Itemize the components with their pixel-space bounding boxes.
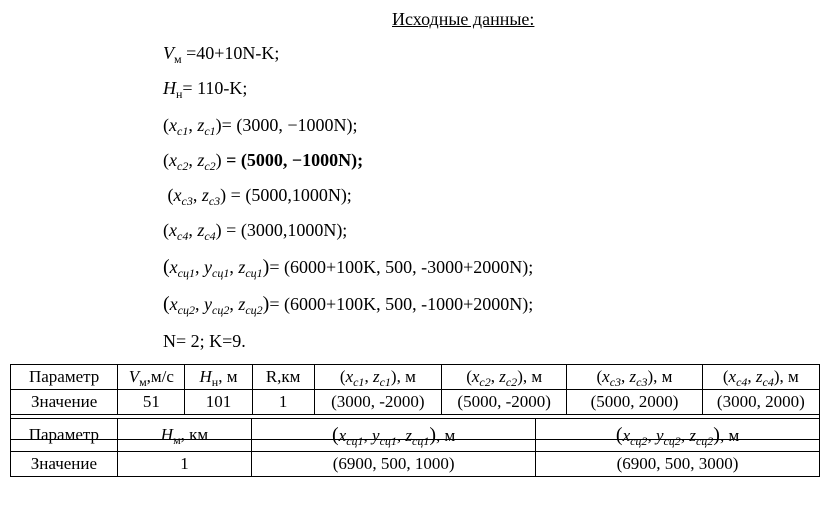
header-vm-unit: ,м/с [146, 367, 174, 386]
formula-vm: $V_м =40+10N-K$; [163, 43, 280, 66]
header-c4: ($x_{c4}$, $z_{c4}$), м [702, 365, 819, 390]
formula-c2-value: = (5000, −1000N); [226, 150, 364, 170]
formula-nk: N= 2; K=9. [163, 331, 246, 351]
header-c2: ($x_{c2}$, $z_{c2}$), м [442, 365, 567, 390]
formula-sc2: ($x_{сц2}$, $y_{сц2}$, $z_{сц2})= (6000+100K$, 500, -1000+2000N); [163, 293, 534, 317]
cell-c3: (5000, 2000) [567, 390, 702, 415]
formula-c4: ($x_{c4}$, $z_{c4}) = (3000,1000N)$; [163, 220, 348, 243]
formula-hn: $H_н= 110-K$; [163, 78, 248, 101]
page-title: Исходные данные: [392, 9, 535, 29]
header-sc1: ($x_{сц1}$, $y_{сц1}$, $z_{сц1}$), м [252, 419, 536, 452]
cell-hn: 101 [185, 390, 252, 415]
formula-sc1-value: = (6000+100K, 500, -3000+2000N); [269, 257, 534, 277]
formula-sc1: ($x_{сц1}$, $y_{сц1}$, $z_{сц1})= (6000+100K$, 500, -3000+2000N); [163, 256, 534, 280]
cell-vm: 51 [118, 390, 185, 415]
formula-c4-value: = (3000,1000N); [221, 220, 348, 240]
cell-sc2: (6900, 500, 3000) [536, 452, 820, 477]
cell-sc1: (6900, 500, 1000) [252, 452, 536, 477]
header-c4-unit: , м [779, 367, 799, 386]
formula-c2: ($x_{c2}$, $z_{c2}) = (5000$, −1000N); [163, 150, 364, 173]
formula-sc2-value: = (6000+100K, 500, -1000+2000N); [269, 294, 534, 314]
cell-c4: (3000, 2000) [702, 390, 819, 415]
header-param: Параметр [11, 419, 118, 452]
header-sc2-unit: , м [719, 425, 740, 445]
cell-c1: (3000, -2000) [314, 390, 441, 415]
cell-r: 1 [252, 390, 314, 415]
header-c3-unit: , м [653, 367, 673, 386]
header-sc2: ($x_{сц2}$, $y_{сц2}$, $z_{сц2}$), м [536, 419, 820, 452]
header-vm: $V_м,м/с$ [118, 365, 185, 390]
header-param: Параметр [11, 365, 118, 390]
formula-c1: ($x_{c1}$, $z_{c1})= (3000$, −1000N); [163, 115, 358, 138]
row-label: Значение [11, 452, 118, 477]
header-hm: $H_м$, км [117, 419, 251, 452]
header-r: R,км [252, 365, 314, 390]
formula-c3-value: = (5000,1000N); [226, 185, 352, 205]
cell-c2: (5000, -2000) [442, 390, 567, 415]
header-c1: ($x_{c1}$, $z_{c1}$), м [314, 365, 441, 390]
table-row [11, 390, 820, 415]
header-hn: $H_н$, м [185, 365, 252, 390]
header-sc1-unit: , м [436, 425, 456, 445]
header-hm-unit: , км [180, 425, 209, 444]
header-c2-unit: , м [522, 367, 543, 386]
formula-c3: ($x_{c3}$, $z_{c3}) = (5000,1000N)$; [163, 185, 352, 208]
formula-vm-value: =40+10N-K; [186, 43, 280, 63]
table-header-row [11, 419, 820, 452]
params-table-2 [10, 418, 820, 477]
row-label: Значение [11, 390, 118, 415]
table-row [11, 452, 820, 477]
cell-hm: 1 [117, 452, 251, 477]
header-hn-unit: , м [218, 367, 238, 386]
table-header-row [11, 365, 820, 390]
formula-hn-value: = 110-K; [182, 78, 248, 98]
header-c3: ($x_{c3}$, $z_{c3}$), м [567, 365, 702, 390]
header-c1-unit: , м [396, 367, 416, 386]
formula-c1-value: = (3000, −1000N); [221, 115, 358, 135]
